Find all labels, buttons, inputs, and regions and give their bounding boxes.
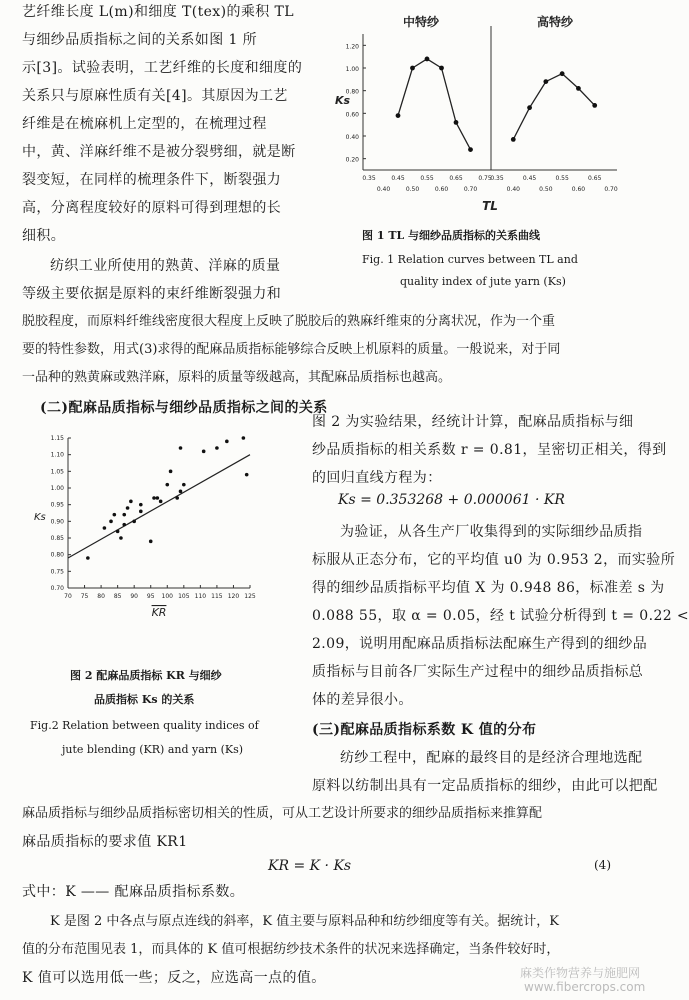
y-tick-label: 1.00: [345, 66, 359, 73]
equation-k: KR = K · Ks: [268, 858, 352, 874]
data-point: [139, 510, 143, 514]
body-line: 等级主要依据是原料的束纤维断裂强力和: [22, 286, 282, 302]
y-tick-label: 1.00: [50, 485, 64, 492]
data-point: [132, 520, 136, 524]
body-line: 麻品质指标的要求值 KR1: [22, 834, 188, 850]
y-axis-label: Ks: [335, 94, 351, 107]
body-line: 图 2 为实验结果，经统计计算，配麻品质指标与细: [312, 414, 634, 430]
y-tick-label: 0.20: [345, 156, 359, 164]
data-point: [242, 436, 246, 440]
x-tick-label: 75: [80, 593, 89, 600]
body-line: 示[3]。试验表明，工艺纤维的长度和细度的: [22, 60, 303, 76]
y-tick-label: 0.85: [50, 535, 64, 542]
body-line: K 是图 2 中各点与原点连线的斜率，K 值主要与原料品种和纺纱细度等有关。据统计，K: [50, 914, 559, 929]
x-tick-label: 0.35: [362, 175, 376, 182]
body-line: 为验证，从各生产厂收集得到的实际细纱品质指: [340, 524, 643, 540]
data-point: [439, 66, 444, 71]
x-tick-label: 115: [211, 593, 223, 600]
x-tick-label: 0.45: [522, 175, 537, 182]
x-tick-label: 85: [113, 593, 122, 600]
data-point: [182, 483, 186, 487]
body-line: 式中：K —— 配麻品质指标系数。: [22, 884, 245, 900]
body-line: 2.09，说明用配麻品质指标法配麻生产得到的细纱品: [312, 636, 648, 652]
x-tick-label: 0.55: [420, 175, 434, 182]
y-tick-label: 0.60: [345, 111, 359, 119]
data-point: [165, 483, 169, 487]
x-tick-label: 95: [146, 593, 155, 600]
y-tick-label: 0.80: [345, 88, 359, 96]
data-point: [169, 470, 173, 474]
body-line: 关系只与原麻性质有关[4]。其原因为工艺: [22, 88, 288, 104]
x-tick-label: 0.40: [376, 186, 391, 193]
body-line: 的回归直线方程为：: [312, 470, 442, 486]
body-line: 高，分离程度较好的原料可得到理想的长: [22, 200, 282, 216]
figure-2-caption-cn: 图 2 配麻品质指标 KR 与细纱: [70, 669, 222, 682]
data-point: [122, 513, 126, 517]
figure-2-caption-en: Fig.2 Relation between quality indices of: [30, 719, 259, 732]
figure-2-caption-en: jute blending (KR) and yarn (Ks): [62, 743, 244, 756]
x-tick-label: 0.70: [604, 186, 618, 193]
data-point: [576, 86, 581, 91]
y-tick-label: 1.20: [345, 43, 359, 51]
x-tick-label: 105: [178, 593, 190, 600]
regression-equation: Ks = 0.353268 + 0.000061 · KR: [338, 492, 565, 508]
figure-1-chart: [325, 8, 625, 223]
panel-title: 中特纱: [402, 15, 440, 29]
x-tick-label: 80: [97, 593, 105, 600]
x-tick-label: 120: [227, 593, 240, 600]
data-point: [179, 446, 183, 450]
watermark-url: www.fibercrops.com: [524, 980, 646, 994]
watermark-cn: 麻类作物营养与施肥网: [520, 966, 641, 980]
data-point: [149, 540, 153, 544]
body-line: 质指标与目前各厂实际生产过程中的细纱品质指标总: [312, 664, 644, 680]
x-tick-label: 125: [244, 593, 256, 600]
data-point: [156, 496, 160, 500]
x-tick-label: 70: [64, 593, 72, 600]
panel-title: 高特纱: [536, 15, 574, 29]
data-point: [116, 530, 120, 534]
body-line: K 值可以选用低一些；反之，应选高一点的值。: [22, 970, 326, 986]
body-line: 纺纱工程中，配麻的最终目的是经济合理地选配: [340, 750, 643, 766]
y-tick-label: 0.80: [50, 551, 64, 559]
body-line: 体的差异很小。: [312, 692, 413, 708]
body-line: 原料以纺制出具有一定品质指标的细纱，由此可以把配: [312, 778, 658, 794]
section-heading: (二)配麻品质指标与细纱品质指标之间的关系: [40, 400, 328, 416]
figure-2-caption-cn: 品质指标 Ks 的关系: [94, 693, 195, 706]
x-tick-label: 0.50: [405, 186, 420, 193]
section-heading: (三)配麻品质指标系数 K 值的分布: [312, 722, 537, 738]
y-axis-label: Ks: [34, 512, 46, 523]
data-point: [511, 137, 516, 142]
data-point: [543, 79, 548, 84]
figure-2-chart: [28, 430, 258, 645]
data-point: [175, 496, 179, 500]
data-point: [119, 536, 123, 540]
data-point: [202, 450, 206, 454]
data-point: [410, 66, 415, 71]
data-point: [103, 526, 107, 530]
data-point: [592, 103, 597, 108]
y-tick-label: 1.10: [50, 451, 64, 459]
x-tick-label: 0.65: [449, 175, 463, 182]
x-tick-label: 0.60: [571, 186, 586, 193]
body-line: 中，黄、洋麻纤维不是被分裂劈细，就是断: [22, 144, 296, 160]
body-line: 与细纱品质指标之间的关系如图 1 所: [22, 32, 258, 48]
body-line: 麻品质指标与细纱品质指标密切相关的性质，可从工艺设计所要求的细纱品质指标来推算配: [22, 806, 543, 821]
data-point: [109, 520, 113, 524]
series-line: [398, 59, 471, 150]
x-tick-label: 0.75: [478, 175, 492, 182]
data-point: [468, 147, 473, 152]
data-point: [86, 556, 90, 560]
x-tick-label: 0.55: [555, 175, 569, 182]
body-line: 一品种的熟黄麻或熟洋麻，原料的质量等级越高，其配麻品质指标也越高。: [22, 370, 452, 385]
data-point: [245, 473, 249, 477]
x-tick-label: 100: [161, 593, 173, 600]
y-tick-label: 1.05: [50, 468, 64, 476]
data-point: [560, 71, 565, 76]
y-tick-label: 0.90: [50, 518, 64, 526]
x-tick-label: 0.45: [391, 175, 405, 182]
data-point: [126, 506, 130, 510]
y-tick-label: 0.70: [50, 585, 64, 592]
x-tick-label: 0.35: [490, 175, 504, 182]
x-axis-label: KR: [151, 606, 167, 619]
data-point: [225, 440, 229, 444]
data-point: [396, 113, 401, 118]
data-point: [152, 496, 156, 500]
data-point: [113, 513, 117, 517]
data-point: [179, 490, 183, 494]
data-point: [425, 57, 430, 62]
x-tick-label: 0.65: [588, 175, 602, 182]
x-tick-label: 90: [130, 593, 139, 600]
body-line: 纺织工业所使用的熟黄、洋麻的质量: [50, 258, 281, 274]
body-line: 标服从正态分布，它的平均值 u0 为 0.953 2，而实验所: [312, 552, 676, 568]
y-tick-label: 0.40: [345, 134, 359, 141]
y-tick-label: 1.15: [50, 435, 64, 442]
data-point: [129, 500, 133, 504]
x-tick-label: 110: [194, 593, 207, 600]
body-line: 纱品质指标的相关系数 r = 0.81，呈密切正相关，得到: [312, 442, 667, 458]
body-line: 脱胶程度，而原料纤维线密度很大程度上反映了脱胶后的熟麻纤维束的分离状况，作为一个重: [22, 314, 556, 329]
body-line: 要的特性参数，用式(3)求得的配麻品质指标能够综合反映上机原料的质量。一般说来，对于同: [22, 342, 561, 357]
body-line: 值的分布范围见表 1，而具体的 K 值可根据纺纱技术条件的状况来选择确定，当条件较好时，: [22, 942, 560, 957]
body-line: 细积。: [22, 228, 66, 244]
regression-line: [68, 455, 250, 558]
body-line: 纤维是在梳麻机上定型的，在梳理过程: [22, 116, 267, 132]
figure-1-caption-en: Fig. 1 Relation curves between TL and: [362, 253, 578, 266]
y-tick-label: 0.95: [50, 501, 64, 509]
x-axis-label: TL: [482, 199, 498, 213]
body-line: 艺纤维长度 L(m)和细度 T(tex)的乘积 TL: [22, 4, 294, 20]
body-line: 裂变短，在同样的梳理条件下，断裂强力: [22, 172, 282, 188]
x-tick-label: 0.50: [539, 186, 553, 193]
body-line: 得的细纱品质指标平均值 X 为 0.948 86，标准差 s 为: [312, 580, 665, 596]
x-tick-label: 0.60: [434, 186, 449, 193]
figure-1-caption-cn: 图 1 TL 与细纱品质指标的关系曲线: [362, 229, 541, 242]
body-line: 0.088 55，取 α = 0.05，经 t 试验分析得到 t = 0.22 <: [312, 608, 689, 624]
x-tick-label: 0.40: [506, 186, 520, 193]
data-point: [454, 120, 459, 125]
data-point: [215, 446, 219, 450]
equation-number: (4): [594, 858, 611, 872]
series-line: [513, 74, 594, 140]
data-point: [527, 105, 532, 110]
data-point: [122, 523, 126, 527]
data-point: [139, 503, 143, 507]
data-point: [159, 500, 163, 504]
figure-1-caption-en: quality index of jute yarn (Ks): [400, 275, 566, 288]
y-tick-label: 0.75: [50, 568, 64, 576]
x-tick-label: 0.70: [463, 186, 478, 193]
